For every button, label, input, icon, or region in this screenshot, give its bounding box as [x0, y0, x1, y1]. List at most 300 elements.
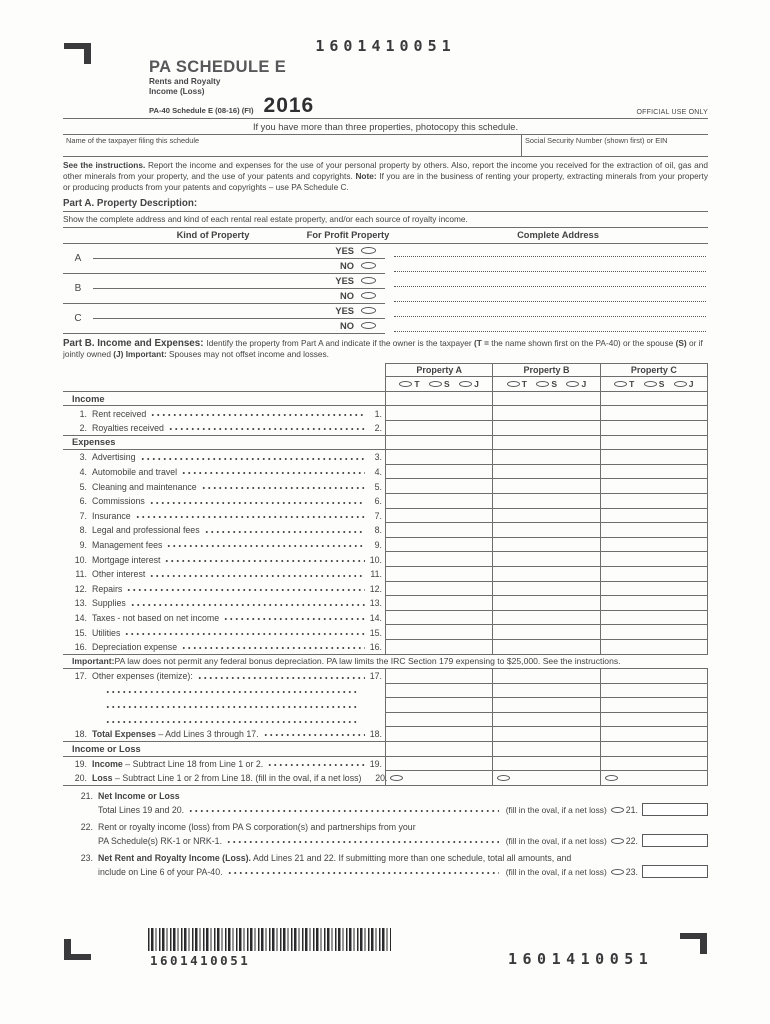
amount-cell-property-c[interactable]: [600, 582, 708, 597]
amount-cell-property-b[interactable]: [492, 625, 599, 640]
part-b-intro-3: or if jointly owned: [63, 337, 703, 360]
line-ref: 13.: [369, 598, 382, 609]
line-23-title: [98, 853, 571, 863]
amount-cells: [385, 757, 708, 772]
col-header-complete-address: Complete Address: [517, 230, 599, 241]
property-row-b: [63, 274, 708, 304]
property-a-address: [385, 244, 708, 274]
itemize-dotted-line[interactable]: [104, 713, 357, 728]
line-21-title: Net Income or Loss: [98, 790, 180, 801]
line-19-row: [63, 757, 708, 772]
amount-cell-property-a[interactable]: [385, 669, 492, 684]
owner-oval-t-a[interactable]: [399, 381, 412, 387]
amount-cells: [385, 582, 708, 597]
amount-cell-property-a[interactable]: [385, 640, 492, 654]
amount-cell-property-a[interactable]: [385, 421, 492, 435]
form-line-row: [63, 582, 708, 597]
property-row-c: [63, 304, 708, 334]
grid-cell: [600, 742, 708, 756]
amount-cell-property-a[interactable]: [385, 698, 492, 713]
amount-cell-property-b[interactable]: [492, 450, 599, 465]
line-18-row: [63, 727, 708, 742]
property-letter-c: C: [74, 312, 82, 324]
official-use-only-label: OFFICIAL USE ONLY: [636, 109, 708, 116]
amount-cell-property-b[interactable]: [492, 523, 599, 538]
line-ref: 5.: [374, 481, 382, 492]
yes-oval-c[interactable]: [361, 307, 376, 314]
line-left: [63, 523, 385, 538]
line-label: Other expenses (itemize):: [92, 671, 193, 682]
income-or-loss-section-header: [63, 742, 708, 757]
amount-cell-property-a[interactable]: [385, 552, 492, 567]
amount-cell-property-b[interactable]: [492, 596, 599, 611]
property-b-no-row: [93, 289, 385, 303]
ssn-field[interactable]: [521, 135, 708, 156]
line-ref: 11.: [370, 569, 382, 580]
yes-oval-a[interactable]: [361, 247, 376, 254]
line-23-row2: [63, 865, 708, 879]
net-loss-oval-20-c[interactable]: [605, 775, 618, 781]
line-label-text: Insurance: [92, 510, 131, 521]
property-letter-b: B: [74, 282, 82, 294]
line-label: [92, 409, 146, 419]
property-b-header: Property B: [493, 364, 599, 377]
property-a-header-cell: [385, 364, 492, 391]
amount-cell-property-a[interactable]: [385, 727, 492, 741]
kind-of-property-input-c[interactable]: [93, 304, 322, 318]
line-21-row2: [63, 803, 708, 817]
amount-cell-property-b[interactable]: [492, 582, 599, 597]
no-label: NO: [340, 290, 354, 301]
line-label-text: – Add Lines 3 through 17.: [155, 729, 259, 740]
itemize-left: [63, 713, 385, 728]
itemize-row-1: [63, 684, 708, 699]
owner-oval-s-c[interactable]: [644, 381, 657, 387]
line-left: [63, 567, 385, 582]
part-b-grid: [63, 363, 708, 786]
line-number: 13.: [74, 598, 87, 609]
amount-cell-property-b[interactable]: [492, 406, 599, 421]
line-number: 18.: [74, 729, 87, 740]
property-a-yes-row: [93, 244, 385, 259]
line-ref: 15.: [369, 627, 382, 638]
line-label-text: – Subtract Line 1 or 2 from Line 18. (fill in the oval, if a net loss): [112, 773, 362, 784]
amount-cell-property-c[interactable]: [600, 494, 708, 509]
line-label-text: Utilities: [92, 627, 121, 638]
line-label: [92, 729, 259, 739]
line-label-bold: Income: [92, 758, 123, 769]
dot-leader: [225, 834, 499, 848]
instructions-text-1: Report the income and expenses for the use of your personal property by others. Also, report the income you received for the extraction of oil, gas and other minerals from your property, and the use of your patents and copyrights.: [63, 160, 708, 181]
amount-cell-property-b[interactable]: [492, 567, 599, 582]
amount-cell-property-c[interactable]: [600, 552, 708, 567]
line-ref: 17.: [369, 671, 382, 682]
line-label-text: – Subtract Line 18 from Line 1 or 2.: [122, 758, 264, 769]
amount-cells: [385, 494, 708, 509]
amount-cell-property-b[interactable]: [492, 640, 599, 654]
line-23-text2: include on Line 6 of your PA-40.: [98, 866, 223, 877]
amount-cell-property-c[interactable]: [600, 567, 708, 582]
amount-cell-property-b[interactable]: [492, 479, 599, 494]
dot-leader: [148, 494, 365, 509]
line-number: 8.: [79, 525, 87, 536]
address-input-c-line2[interactable]: [394, 319, 706, 332]
yes-label: YES: [335, 245, 354, 256]
dot-leader: [163, 552, 365, 567]
form-line-row: [63, 509, 708, 524]
amount-cells: [385, 523, 708, 538]
form-header: [149, 58, 708, 118]
owner-pair-t-a: [399, 379, 419, 389]
amount-cell-property-c[interactable]: [600, 757, 708, 772]
amount-cell-property-a[interactable]: [385, 450, 492, 465]
amount-cell-property-a[interactable]: [385, 596, 492, 611]
amount-cell-property-a[interactable]: [385, 523, 492, 538]
itemize-dotted-line[interactable]: [104, 684, 357, 699]
owner-oval-s-b[interactable]: [536, 381, 549, 387]
amount-cell-property-a[interactable]: [385, 406, 492, 421]
dot-leader: [222, 611, 365, 626]
line-ref: 4.: [374, 467, 382, 478]
part-b-intro-4: Spouses may not offset income and losses.: [166, 349, 329, 360]
grid-cell: [492, 436, 599, 450]
barcode: [148, 928, 391, 951]
amount-box-23[interactable]: [642, 865, 708, 878]
owner-label-j: J: [581, 378, 587, 389]
amount-cell-property-c[interactable]: [600, 669, 708, 684]
line-ref: 19.: [369, 758, 382, 769]
grid-cell: [600, 392, 708, 406]
property-b-owner-ovals: [493, 377, 599, 391]
amount-cell-property-a[interactable]: [385, 509, 492, 524]
kind-of-property-input-c2[interactable]: [93, 319, 322, 333]
line-ref: 14.: [369, 613, 382, 624]
taxpayer-name-field[interactable]: [63, 135, 521, 156]
dot-leader: [149, 406, 365, 421]
line-21-row1: [63, 789, 708, 803]
itemize-row-2: [63, 698, 708, 713]
amount-cell-property-a[interactable]: [385, 494, 492, 509]
income-section-header: [63, 392, 708, 407]
line-label-bold: Total Expenses: [92, 729, 156, 740]
no-oval-b[interactable]: [361, 292, 376, 299]
amount-cell-property-c[interactable]: [600, 538, 708, 553]
property-c-yes-row: [93, 304, 385, 319]
amount-cell-property-b[interactable]: [492, 538, 599, 553]
part-a-column-headers: [63, 227, 708, 244]
line-label-text: Other interest: [92, 569, 146, 580]
property-columns-header: [63, 363, 708, 392]
line-label-text: Rent received: [92, 408, 147, 419]
income-or-loss-header-label: Income or Loss: [72, 743, 141, 754]
dot-leader: [196, 669, 365, 684]
line-label: [92, 496, 145, 506]
amount-cell-property-c[interactable]: [600, 611, 708, 626]
amount-box-21[interactable]: [642, 803, 708, 816]
col-header-kind-of-property: Kind of Property: [176, 230, 250, 241]
amount-cell-property-b[interactable]: [492, 421, 599, 435]
amount-cell-property-b[interactable]: [492, 684, 599, 699]
line-22-text: Rent or royalty income (loss) from PA S corporation(s) and partnerships from your: [98, 821, 416, 832]
amount-cell-property-a[interactable]: [385, 538, 492, 553]
dot-leader: [203, 523, 365, 538]
line-label-bold: Loss: [92, 773, 113, 784]
amount-cell-property-b[interactable]: [492, 611, 599, 626]
amount-cell-property-a[interactable]: [385, 611, 492, 626]
kind-of-property-input-b[interactable]: [93, 274, 322, 288]
income-header-cells: [385, 392, 708, 406]
line-21-text: Total Lines 19 and 20.: [98, 804, 185, 815]
amount-cell-property-b[interactable]: [492, 669, 599, 684]
line-number: 15.: [74, 627, 87, 638]
form-line-row: [63, 494, 708, 509]
no-label: NO: [340, 260, 354, 271]
fill-oval-note: (fill in the oval, if a net loss): [505, 804, 607, 815]
amount-cells: [385, 727, 708, 741]
amount-cell-property-c[interactable]: [600, 713, 708, 728]
dot-leader: [226, 865, 499, 879]
dot-leader: [180, 465, 365, 480]
owner-pair-t-b: [507, 379, 527, 389]
fill-oval-note: (fill in the oval, if a net loss): [505, 835, 607, 846]
kind-of-property-input-a[interactable]: [93, 244, 322, 258]
net-loss-oval-22[interactable]: [611, 838, 624, 844]
grid-header-left-spacer: [63, 363, 385, 391]
amount-cell-property-b[interactable]: [492, 552, 599, 567]
no-label: NO: [340, 320, 354, 331]
dot-leader: [123, 625, 365, 640]
line-left: [63, 465, 385, 480]
form-line-row: [63, 567, 708, 582]
property-a-header: Property A: [386, 364, 492, 377]
line-label-text: Automobile and travel: [92, 467, 178, 478]
line-label-text: Commissions: [92, 496, 145, 507]
net-loss-oval-23[interactable]: [611, 869, 624, 875]
line-left: [63, 582, 385, 597]
expense-rows: [63, 450, 708, 654]
property-row-b-mid: [93, 274, 385, 303]
itemize-dotted-line[interactable]: [104, 698, 357, 713]
line-ref: 23.: [625, 866, 638, 877]
line-number: 2.: [79, 422, 87, 433]
line-20-row: [63, 771, 708, 786]
line-label-text: Mortgage interest: [92, 554, 161, 565]
line-label: [92, 555, 160, 565]
line-label: [92, 423, 164, 433]
amount-cells: [385, 450, 708, 465]
line-left: [63, 596, 385, 611]
amount-cell-property-a[interactable]: [385, 713, 492, 728]
yes-oval-b[interactable]: [361, 277, 376, 284]
address-input-b-line1[interactable]: [394, 274, 706, 287]
amount-cell-property-c[interactable]: [600, 596, 708, 611]
amount-cell-property-c[interactable]: [600, 771, 708, 785]
amount-cell-property-c[interactable]: [600, 523, 708, 538]
amount-cell-property-b[interactable]: [492, 757, 599, 772]
form-content: [63, 0, 708, 879]
grid-cell: [385, 742, 492, 756]
kind-of-property-input-a2[interactable]: [93, 259, 322, 273]
form-title: PA SCHEDULE E: [149, 58, 287, 76]
line-label-text: Repairs: [92, 583, 123, 594]
grid-cell: [600, 436, 708, 450]
grid-cell: [385, 436, 492, 450]
line-label: [92, 642, 177, 652]
no-oval-a[interactable]: [361, 262, 376, 269]
fill-oval-note: (fill in the oval, if a net loss): [505, 866, 607, 877]
line-label-text: Management fees: [92, 540, 163, 551]
line-number: 6.: [79, 496, 87, 507]
grid-cell: [385, 392, 492, 406]
amount-cell-property-b[interactable]: [492, 494, 599, 509]
instructions-see-bold: See the instructions.: [63, 160, 146, 170]
amount-cell-property-a[interactable]: [385, 757, 492, 772]
amount-cells: [385, 465, 708, 480]
property-b-header-cell: [492, 364, 599, 391]
net-loss-oval-20-b[interactable]: [497, 775, 510, 781]
amount-cell-property-a[interactable]: [385, 465, 492, 480]
line-ref: 21.: [625, 804, 638, 815]
address-input-c-line1[interactable]: [394, 304, 706, 317]
net-loss-oval-21[interactable]: [611, 807, 624, 813]
form-footer: [63, 928, 708, 988]
amount-cell-property-c[interactable]: [600, 479, 708, 494]
owner-pair-j-a: [459, 379, 479, 389]
form-code-row: [149, 94, 708, 117]
amount-cell-property-a[interactable]: [385, 684, 492, 699]
line-ref: 7.: [374, 510, 382, 521]
kind-of-property-input-b2[interactable]: [93, 289, 322, 303]
part-b-intro-1: Identify the property from Part A and indicate if the owner is the taxpayer: [206, 337, 474, 348]
owner-oval-j-b[interactable]: [566, 381, 579, 387]
property-row-c-mid: [93, 304, 385, 333]
form-line-row: [63, 596, 708, 611]
taxpayer-row: [63, 134, 708, 157]
dot-leader: [148, 567, 365, 582]
line-23-text: Add Lines 21 and 22. If submitting more than one schedule, total all amounts, and: [251, 852, 572, 863]
expenses-header-left: [63, 436, 385, 450]
amount-cell-property-c[interactable]: [600, 625, 708, 640]
line-label: [92, 511, 131, 521]
form-line-row: [63, 523, 708, 538]
amount-cell-property-a[interactable]: [385, 567, 492, 582]
address-input-b-line2[interactable]: [394, 289, 706, 302]
dot-leader: [187, 803, 499, 817]
part-b-title: Part B. Income and Expenses:: [63, 337, 204, 349]
line-22-row1: [63, 820, 708, 834]
line-17-row: [63, 669, 708, 684]
line-20-left: [63, 771, 388, 785]
amount-cell-property-c[interactable]: [600, 698, 708, 713]
owner-pair-s-c: [644, 379, 665, 389]
part-b-intro-b1: (T =: [473, 337, 489, 348]
line-number: 4.: [79, 467, 87, 478]
amount-cells: [385, 684, 708, 699]
line-23-row1: [63, 851, 708, 865]
barcode-number-bottom-left: 1601410051: [150, 953, 251, 968]
amount-cell-property-b[interactable]: [492, 509, 599, 524]
line-label-text: Advertising: [92, 452, 136, 463]
expenses-header-cells: [385, 436, 708, 450]
amount-cell-property-b[interactable]: [492, 727, 599, 741]
line-label: [92, 467, 177, 477]
line-left: [63, 625, 385, 640]
dot-leader: [180, 640, 365, 654]
line-number: 16.: [74, 641, 87, 652]
amount-cell-property-c[interactable]: [600, 684, 708, 699]
amount-cell-property-b[interactable]: [492, 713, 599, 728]
amount-cells: [385, 406, 708, 421]
amount-cell-property-c[interactable]: [600, 465, 708, 480]
owner-oval-j-a[interactable]: [459, 381, 472, 387]
yes-label: YES: [335, 305, 354, 316]
property-a-no-row: [93, 259, 385, 273]
income-rows: [63, 406, 708, 435]
owner-pair-s-a: [429, 379, 450, 389]
owner-pair-t-c: [614, 379, 634, 389]
line-18-left: [63, 727, 385, 741]
expenses-section-header: [63, 436, 708, 451]
owner-oval-t-c[interactable]: [614, 381, 627, 387]
part-b-intro-b2: (S): [675, 337, 687, 348]
line-number: 10.: [74, 554, 87, 565]
owner-oval-j-c[interactable]: [674, 381, 687, 387]
line-label: [92, 482, 197, 492]
line-left: [63, 538, 385, 553]
amount-cell-property-a[interactable]: [385, 479, 492, 494]
address-input-a-line1[interactable]: [394, 244, 706, 257]
property-row-b-left: [63, 274, 385, 304]
address-input-a-line2[interactable]: [394, 259, 706, 272]
line-left: [63, 552, 385, 567]
owner-oval-s-a[interactable]: [429, 381, 442, 387]
form-line-row: [63, 450, 708, 465]
amount-cell-property-b[interactable]: [492, 771, 599, 785]
net-loss-oval-20-a[interactable]: [390, 775, 403, 781]
amount-cells: [385, 596, 708, 611]
no-oval-c[interactable]: [361, 322, 376, 329]
amount-cell-property-c[interactable]: [600, 509, 708, 524]
amount-cell-property-a[interactable]: [385, 771, 492, 785]
property-c-no-row: [93, 319, 385, 333]
amount-cell-property-b[interactable]: [492, 465, 599, 480]
line-number: 22.: [80, 821, 93, 832]
amount-cell-property-c[interactable]: [600, 727, 708, 741]
line-left: [63, 406, 385, 421]
amount-cell-property-c[interactable]: [600, 406, 708, 421]
line-label-text: Legal and professional fees: [92, 525, 200, 536]
amount-cell-property-c[interactable]: [600, 421, 708, 435]
amount-cell-property-a[interactable]: [385, 625, 492, 640]
owner-oval-t-b[interactable]: [507, 381, 520, 387]
amount-cell-property-a[interactable]: [385, 582, 492, 597]
dot-leader: [165, 538, 365, 553]
form-line-row: [63, 421, 708, 436]
dot-leader: [262, 727, 365, 741]
itemize-left: [63, 698, 385, 713]
line-number: 9.: [79, 540, 87, 551]
line-ref: 6.: [374, 496, 382, 507]
amount-cell-property-c[interactable]: [600, 450, 708, 465]
amount-cell-property-c[interactable]: [600, 640, 708, 654]
line-label-text: Supplies: [92, 598, 126, 609]
owner-label-t: T: [414, 378, 420, 389]
line-ref: 8.: [374, 525, 382, 536]
amount-box-22[interactable]: [642, 834, 708, 847]
form-line-row: [63, 538, 708, 553]
line-ref: 1.: [374, 408, 382, 419]
amount-cell-property-b[interactable]: [492, 698, 599, 713]
